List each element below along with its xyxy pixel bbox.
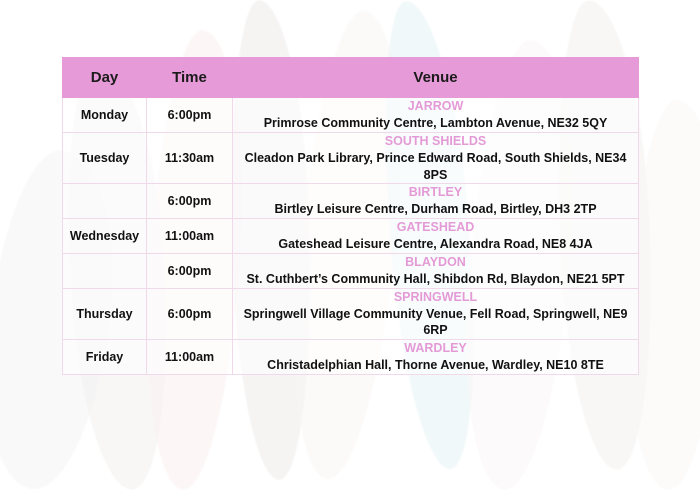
venue-address: St. Cuthbert’s Community Hall, Shibdon Rd, Blaydon, NE21 5PT bbox=[246, 271, 625, 286]
cell-day bbox=[63, 253, 147, 288]
cell-day: Tuesday bbox=[63, 132, 147, 184]
venue-address: Primrose Community Centre, Lambton Avenue, NE32 5QY bbox=[263, 115, 608, 130]
table-row bbox=[63, 132, 639, 184]
venue-name: WARDLEY bbox=[404, 341, 467, 356]
cell-day: Friday bbox=[63, 340, 147, 375]
class-schedule-table bbox=[62, 57, 639, 375]
column-header-day: Day bbox=[63, 58, 147, 98]
cell-day bbox=[63, 184, 147, 219]
cell-day: Thursday bbox=[63, 288, 147, 340]
cell-venue bbox=[233, 288, 639, 340]
venue-name: GATESHEAD bbox=[396, 220, 475, 235]
cell-time: 11:30am bbox=[147, 132, 233, 184]
cell-day: Monday bbox=[63, 98, 147, 133]
column-header-venue: Venue bbox=[233, 58, 639, 98]
table-row bbox=[63, 288, 639, 340]
table-row bbox=[63, 98, 639, 133]
cell-day: Wednesday bbox=[63, 219, 147, 254]
cell-time: 11:00am bbox=[147, 219, 233, 254]
cell-time: 11:00am bbox=[147, 340, 233, 375]
cell-venue bbox=[233, 219, 639, 254]
venue-address: Birtley Leisure Centre, Durham Road, Birtley, DH3 2TP bbox=[274, 202, 597, 217]
table-row bbox=[63, 253, 639, 288]
venue-address: Gateshead Leisure Centre, Alexandra Road, NE8 4JA bbox=[278, 237, 593, 251]
table-row bbox=[63, 219, 639, 254]
cell-venue bbox=[233, 253, 639, 288]
cell-venue bbox=[233, 132, 639, 184]
cell-venue bbox=[233, 98, 639, 133]
venue-name: BLAYDON bbox=[405, 254, 466, 269]
venue-address: Christadelphian Hall, Thorne Avenue, Wardley, NE10 8TE bbox=[267, 358, 604, 373]
cell-time: 6:00pm bbox=[147, 253, 233, 288]
table-row bbox=[63, 184, 639, 219]
cell-time: 6:00pm bbox=[147, 288, 233, 340]
cell-time: 6:00pm bbox=[147, 184, 233, 219]
cell-time: 6:00pm bbox=[147, 98, 233, 133]
table-header-row bbox=[63, 58, 639, 98]
table-row bbox=[63, 340, 639, 375]
cell-venue bbox=[233, 184, 639, 219]
venue-name: SOUTH SHIELDS bbox=[384, 133, 487, 148]
cell-venue bbox=[233, 340, 639, 375]
venue-name: BIRTLEY bbox=[408, 185, 463, 200]
venue-address: Springwell Village Community Venue, Fell Road, Springwell, NE9 6RP bbox=[243, 306, 628, 338]
venue-name: JARROW bbox=[407, 99, 464, 113]
venue-address: Cleadon Park Library, Prince Edward Road, South Shields, NE34 8PS bbox=[244, 150, 627, 182]
column-header-time: Time bbox=[147, 58, 233, 98]
venue-name: SPRINGWELL bbox=[393, 289, 478, 304]
